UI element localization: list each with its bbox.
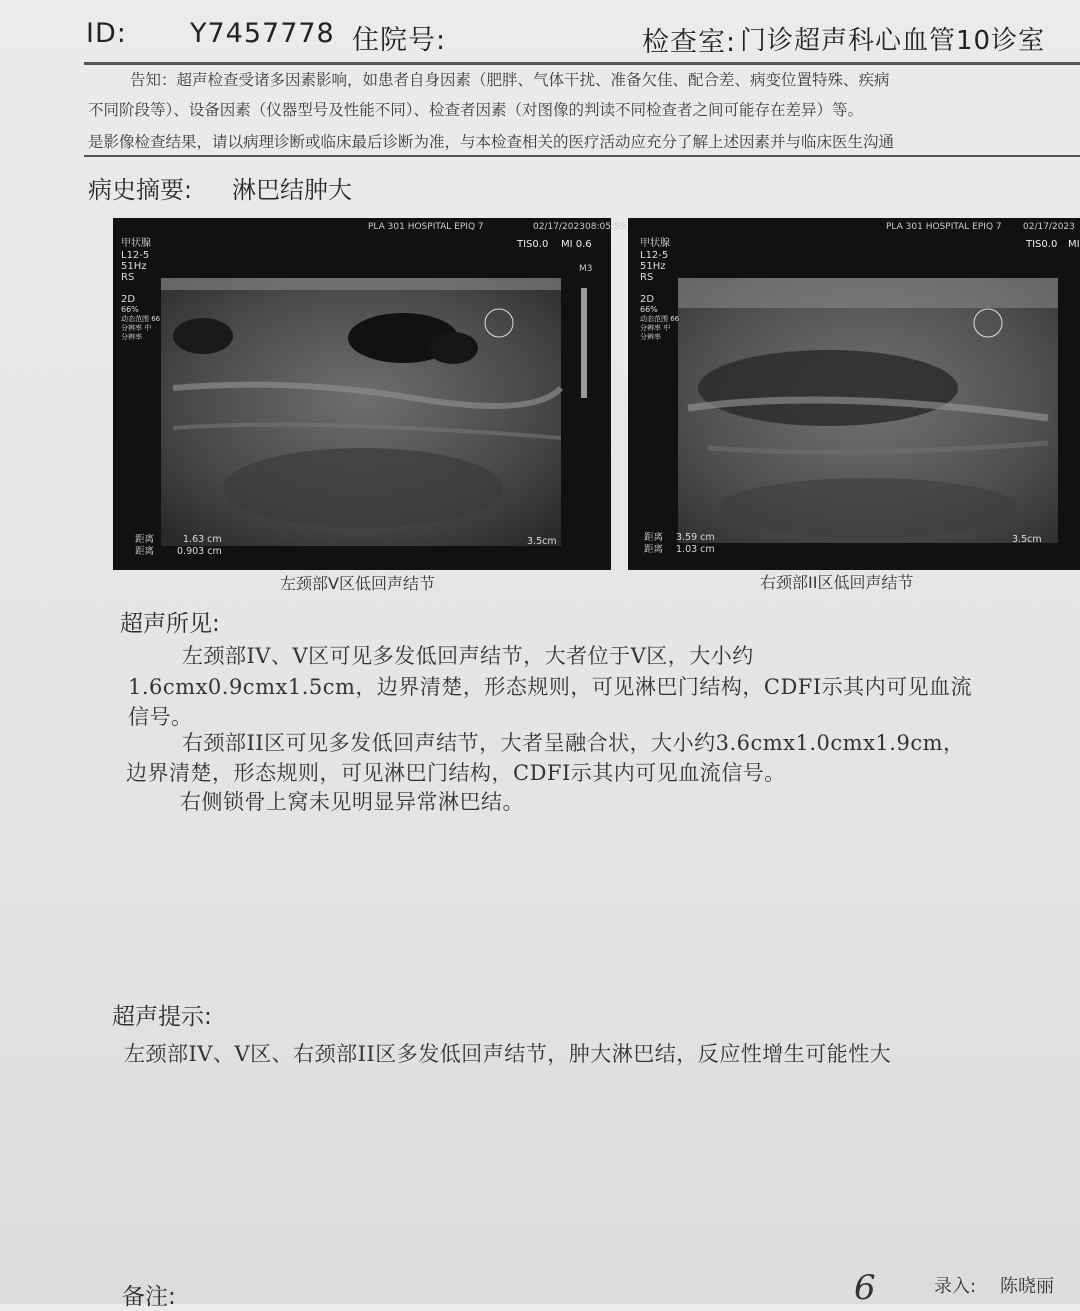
frequency-label: 51Hz	[640, 261, 666, 272]
organ-label: 甲状腺	[640, 238, 670, 249]
ultrasound-scan-right	[628, 218, 1080, 570]
organ-label: 甲状腺	[121, 238, 151, 249]
findings-p2-line1: 右颈部II区可见多发低回声结节，大者呈融合状，大小约3.6cmx1.0cmx1.9cm，	[182, 731, 965, 755]
entry-label: 录入:	[934, 1276, 977, 1297]
handwritten-mark: 6	[854, 1268, 876, 1308]
notice-line-3: 是影像检查结果，请以病理诊断或临床最后诊断为准，与本检查相关的医疗活动应充分了解上述因素并与临床医生沟通	[88, 133, 895, 151]
findings-label: 超声所见:	[120, 611, 220, 637]
setting-2: 分辨率 中	[121, 324, 152, 332]
image-caption-right: 右颈部II区低回声结节	[760, 573, 914, 592]
scan-time: 08:05:59	[585, 222, 626, 232]
gain-label: 66%	[640, 305, 658, 314]
history-value: 淋巴结肿大	[232, 176, 352, 204]
rs-label: RS	[640, 272, 654, 283]
conclusion-text: 左颈部IV、V区、右颈部II区多发低回声结节，肿大淋巴结，反应性增生可能性大	[124, 1042, 892, 1066]
m3-label: M3	[579, 264, 593, 274]
measurement-2-value: 0.903 cm	[177, 546, 222, 557]
tis-value: TIS0.0	[517, 239, 549, 250]
probe-label: L12-5	[640, 250, 669, 261]
image-caption-left: 左颈部V区低回声结节	[280, 574, 435, 593]
findings-p1-line3: 信号。	[128, 705, 193, 729]
probe-label: L12-5	[121, 250, 150, 261]
notice-line-1: 告知：超声检查受诸多因素影响，如患者自身因素（肥胖、气体干扰、准备欠佳、配合差、病变位置特殊、疾病	[130, 71, 890, 89]
exam-room-label: 检查室:	[642, 27, 737, 58]
frequency-label: 51Hz	[121, 261, 147, 272]
depth-label: 3.5cm	[1012, 534, 1042, 545]
scan-date: 02/17/2023	[1023, 222, 1075, 232]
findings-p1-line1: 左颈部IV、V区可见多发低回声结节，大者位于V区，大小约	[182, 644, 754, 668]
conclusion-label: 超声提示:	[112, 1004, 212, 1030]
notice-divider	[84, 155, 1080, 157]
ultrasound-scan-left	[113, 218, 611, 570]
findings-p2-line2: 边界清楚，形态规则，可见淋巴门结构，CDFI示其内可见血流信号。	[126, 761, 786, 785]
rs-label: RS	[121, 272, 135, 283]
hospital-text: PLA 301 HOSPITAL EPIQ 7	[368, 222, 484, 232]
findings-p1-line2: 1.6cmx0.9cmx1.5cm，边界清楚，形态规则，可见淋巴门结构，CDFI示其内可见血流	[128, 675, 973, 699]
measurement-1-value: 3.59 cm	[676, 532, 715, 543]
scan-date: 02/17/2023	[533, 222, 585, 232]
measurement-1-label: 距离	[644, 532, 664, 543]
depth-label: 3.5cm	[527, 536, 557, 547]
setting-1: 动态范围 66	[121, 315, 161, 323]
hospital-text: PLA 301 HOSPITAL EPIQ 7	[886, 222, 1002, 232]
remark-label: 备注:	[122, 1284, 176, 1310]
setting-3: 分辨率	[121, 333, 142, 341]
history-label: 病史摘要:	[88, 176, 193, 204]
measurement-2-label: 距离	[135, 546, 155, 557]
findings-p3-line1: 右侧锁骨上窝未见明显异常淋巴结。	[180, 790, 524, 814]
id-label: ID:	[86, 18, 127, 49]
notice-line-2: 不同阶段等）、设备因素（仪器型号及性能不同）、检查者因素（对图像的判读不同检查者之间可能存在差异）等。	[88, 101, 864, 119]
mi-value: MI	[1068, 239, 1080, 250]
setting-3: 分辨率	[640, 333, 661, 341]
measurement-2-label: 距离	[644, 544, 664, 555]
id-value: Y7457778	[190, 18, 335, 49]
measurement-1-value: 1.63 cm	[183, 534, 222, 545]
measurement-1-label: 距离	[135, 534, 155, 545]
mode-label: 2D	[121, 294, 136, 305]
ultrasound-image-left	[113, 218, 626, 570]
gain-label: 66%	[121, 305, 139, 314]
setting-2: 分辨率 中	[640, 324, 671, 332]
setting-1: 动态范围 66	[640, 315, 680, 323]
tis-value: TIS0.0	[1026, 239, 1058, 250]
entry-name: 陈晓丽	[1000, 1276, 1054, 1297]
measurement-2-value: 1.03 cm	[676, 544, 715, 555]
mi-value: MI 0.6	[561, 239, 592, 250]
inpatient-number-label: 住院号:	[352, 25, 447, 56]
exam-room-value: 门诊超声科心血管10诊室	[740, 26, 1046, 56]
header-divider	[84, 62, 1080, 65]
mode-label: 2D	[640, 294, 655, 305]
ultrasound-image-right	[628, 218, 1080, 570]
